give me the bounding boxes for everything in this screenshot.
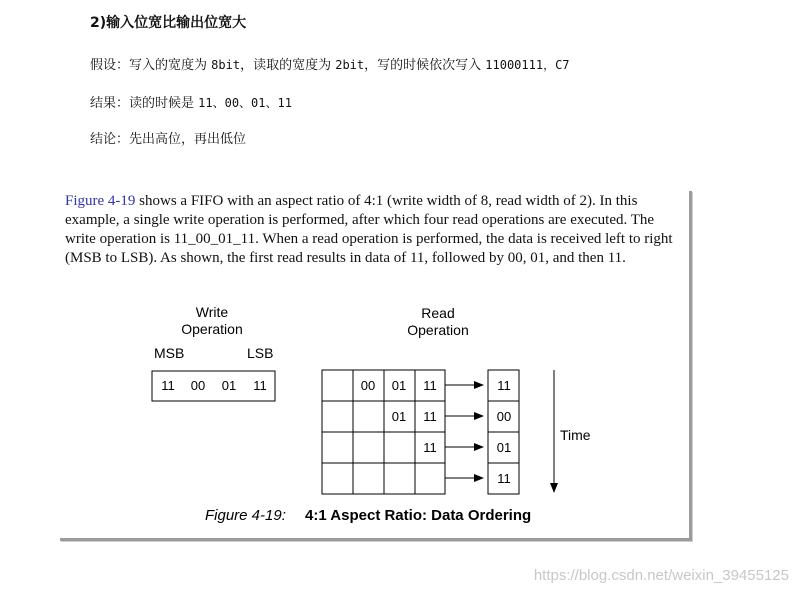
assumption-value: 11000111，C7 [485, 58, 570, 72]
section-title: 2)输入位宽比输出位宽大 [90, 15, 247, 31]
time-label: Time [560, 427, 591, 443]
assumption-read-width: 2bit [335, 58, 365, 72]
assumption-line [90, 54, 570, 73]
grid-cell: 11 [423, 440, 437, 455]
figure-paragraph-text: shows a FIFO with an aspect ratio of 4:1 (write width of 8, read width of 2). In this example, a single write operation is performed, after which four read operations are executed. The write operation is 11_00_01_11. When a read operation is performed, the data is received left to right (MSB to LSB). As shown, the first read results in data of 11, followed by 00, 01, and then 11. [65, 193, 673, 266]
read-label-1: Read [421, 305, 455, 321]
assumption-write-width: 8bit [211, 58, 241, 72]
watermark: https://blog.csdn.net/weixin_39455125 [533, 567, 789, 584]
result-value: 11、00、01、11 [198, 96, 292, 110]
assumption-label: 假设：写入的宽度为 [90, 58, 208, 73]
output-cell: 11 [497, 471, 511, 486]
grid-cell: 11 [423, 409, 437, 424]
assumption-mid: ，读取的宽度为 [240, 58, 332, 73]
write-cell: 00 [190, 378, 206, 393]
figure-link[interactable]: Figure 4-19 [65, 193, 136, 209]
lsb-label: LSB [247, 345, 274, 361]
grid-cell: 00 [360, 378, 376, 393]
output-cell: 00 [496, 409, 512, 424]
write-cell: 01 [221, 378, 237, 393]
caption-title: 4:1 Aspect Ratio: Data Ordering [305, 507, 532, 524]
caption-number: Figure 4-19: [205, 507, 286, 524]
read-label-2: Operation [407, 322, 469, 338]
write-label-2: Operation [181, 321, 243, 337]
output-cell: 11 [497, 378, 511, 393]
grid-cell: 01 [391, 378, 407, 393]
write-cell: 11 [161, 378, 175, 393]
result-label: 结果：读的时候是 [90, 96, 195, 111]
grid-cell: 11 [423, 378, 437, 393]
figure-panel [57, 188, 689, 538]
write-label-1: Write [195, 304, 229, 320]
assumption-mid2: ，写的时候依次写入 [364, 58, 482, 73]
fifo-diagram [57, 188, 689, 538]
msb-label: MSB [154, 345, 185, 361]
output-cell: 01 [496, 440, 512, 455]
result-line [90, 92, 292, 111]
write-cell: 11 [253, 378, 267, 393]
grid-cell: 01 [391, 409, 407, 424]
conclusion-line: 结论：先出高位，再出低位 [90, 132, 247, 147]
